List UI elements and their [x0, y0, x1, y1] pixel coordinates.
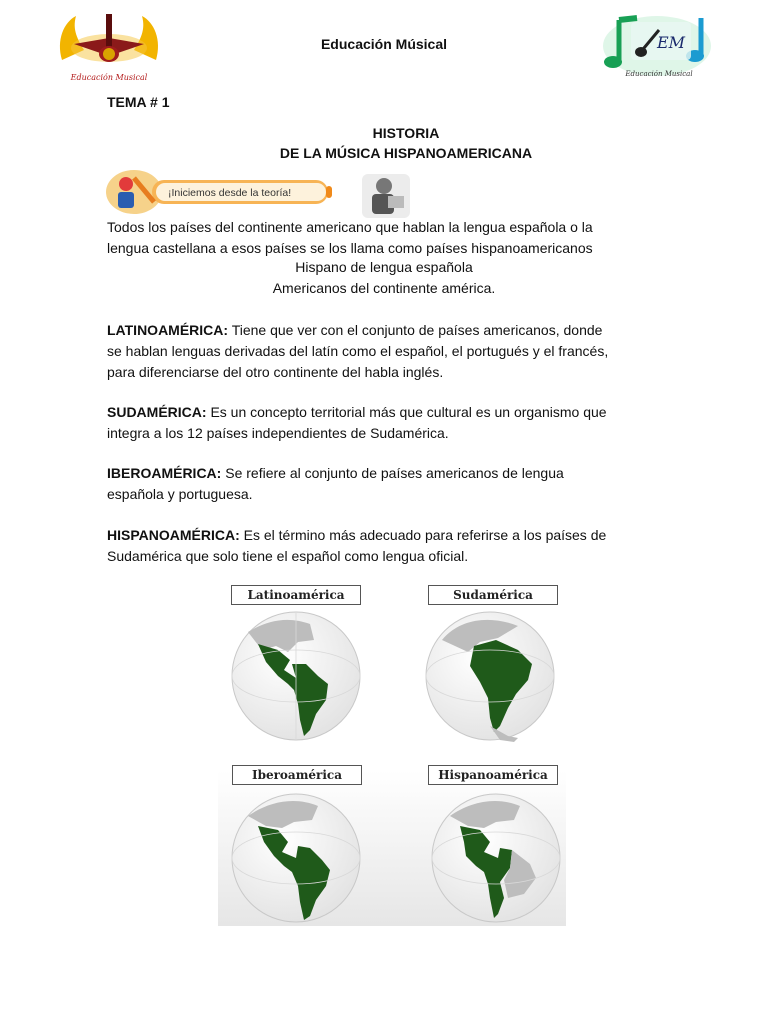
definition-latinoamerica-line2: se hablan lenguas derivadas del latín como el español, el portugués y el francés, [107, 343, 609, 359]
definition-latinoamerica-line3: para diferenciarse del otro continente del habla inglés. [107, 364, 444, 380]
map-label-sudamerica: Sudamérica [428, 585, 558, 605]
map-label-hispanoamerica: Hispanoamérica [428, 765, 558, 785]
globe-sudamerica [426, 612, 554, 742]
term-iberoamerica: IBEROAMÉRICA: [107, 465, 222, 481]
map-label-latinoamerica: Latinoamérica [231, 585, 361, 605]
definition-hispanoamerica-line1: HISPANOAMÉRICA: Es el término más adecuado para referirse a los países de [107, 527, 607, 543]
music-note-icon [604, 56, 622, 68]
header-title: Educación Músical [320, 36, 448, 52]
logo-initials: EM [656, 33, 686, 52]
banner-text: ¡Iniciemos desde la teoría! [168, 187, 292, 199]
intro-center-2: Americanos del continente américa. [272, 280, 496, 296]
definition-hispanoamerica-line2: Sudamérica que solo tiene el español como lengua oficial. [107, 548, 469, 564]
definition-latinoamerica-line1: LATINOAMÉRICA: Tiene que ver con el conjunto de países americanos, donde [107, 322, 603, 338]
topic-number: TEMA # 1 [107, 94, 170, 110]
globe-iberoamerica [232, 794, 360, 922]
term-sudamerica: SUDAMÉRICA: [107, 404, 207, 420]
intro-center-1: Hispano de lengua española [295, 259, 473, 275]
intro-line-2: lengua castellana a esos países se los llama como países hispanoamericanos [107, 240, 593, 256]
definition-sudamerica-line1: SUDAMÉRICA: Es un concepto territorial más que cultural es un organismo que [107, 404, 607, 420]
globe-latinoamerica [232, 612, 360, 740]
map-figure [218, 580, 566, 926]
student-icon [119, 177, 133, 191]
left-logo-caption: Educación Musical [70, 73, 148, 82]
globe-hispanoamerica [432, 794, 560, 922]
teacher-icon [358, 170, 414, 220]
term-latinoamerica: LATINOAMÉRICA: [107, 322, 229, 338]
map-label-iberoamerica: Iberoamérica [232, 765, 362, 785]
definition-sudamerica-line2: integra a los 12 países independientes de Sudamérica. [107, 425, 449, 441]
term-hispanoamerica: HISPANOAMÉRICA: [107, 527, 240, 543]
intro-line-1: Todos los países del continente americano que hablan la lengua española o la [107, 219, 593, 235]
page-title-line2: DE LA MÚSICA HISPANOAMERICANA [279, 145, 533, 161]
definition-iberoamerica-line1: IBEROAMÉRICA: Se refiere al conjunto de países americanos de lengua [107, 465, 564, 481]
page-title-line1: HISTORIA [372, 125, 440, 141]
right-logo-caption: Educación Musical [625, 70, 693, 78]
definition-iberoamerica-line2: española y portuguesa. [107, 486, 253, 502]
